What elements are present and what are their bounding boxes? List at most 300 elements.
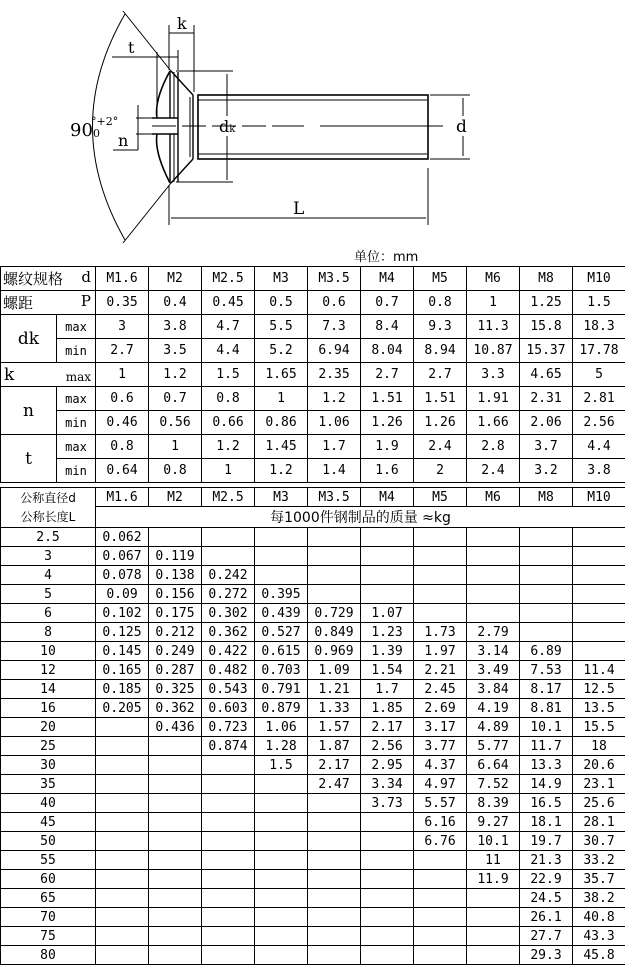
mass-cell: 3.84 [467,680,520,699]
mass-cell: 0.543 [202,680,255,699]
mass-cell: 43.3 [573,927,625,946]
nominal-diameter-header: 公称直径d [1,488,96,507]
d-label: d [456,117,467,137]
mass-cell: 0.439 [255,604,308,623]
t-label: t [128,38,135,57]
mass-cell: 20.6 [573,756,625,775]
mass-cell [414,946,467,965]
mass-cell: 3.14 [467,642,520,661]
mass-cell: 30.7 [573,832,625,851]
length-cell: 12 [1,661,96,680]
dk-max-row [1,315,625,339]
mass-cell [308,832,361,851]
mass-cell: 3.73 [361,794,414,813]
mass-cell [149,851,202,870]
mass-cell [96,794,149,813]
value-cell: 4.65 [520,363,573,387]
mass-cell [96,775,149,794]
value-cell: 1.2 [149,363,202,387]
column-header: M4 [361,488,414,507]
value-cell: 0.8 [149,459,202,483]
mass-cell [467,908,520,927]
value-cell: 0.6 [308,291,361,315]
mass-cell [308,794,361,813]
mass-cell: 0.325 [149,680,202,699]
column-header: M6 [467,488,520,507]
mass-cell: 15.5 [573,718,625,737]
n-label: n [118,131,128,150]
value-cell: 1.26 [361,411,414,435]
mass-cell: 2.56 [361,737,414,756]
mass-cell: 0.791 [255,680,308,699]
mass-cell: 6.89 [520,642,573,661]
mass-cell [255,794,308,813]
mass-cell [149,870,202,889]
length-cell: 40 [1,794,96,813]
mass-cell: 1.54 [361,661,414,680]
value-cell: 0.8 [96,435,149,459]
value-cell: 3.8 [573,459,625,483]
thread-label: 螺纹规格 [3,270,63,288]
mass-cell [414,547,467,566]
value-cell: 1.66 [467,411,520,435]
table-row [1,851,625,870]
column-header: M4 [361,267,414,291]
value-cell: 17.78 [573,339,625,363]
length-cell: 6 [1,604,96,623]
mass-cell [467,566,520,585]
mass-cell [573,585,625,604]
value-cell: 4.4 [202,339,255,363]
thread-row [1,267,625,291]
value-cell: 2.4 [414,435,467,459]
mass-cell: 0.156 [149,585,202,604]
pitch-symbol: P [81,292,95,310]
column-header: M5 [414,488,467,507]
mass-cell: 26.1 [520,908,573,927]
length-cell: 70 [1,908,96,927]
column-header: M3.5 [308,488,361,507]
value-cell: 1.51 [361,387,414,411]
mass-cell: 23.1 [573,775,625,794]
mass-cell: 45.8 [573,946,625,965]
value-cell: 1 [467,291,520,315]
mass-cell [149,908,202,927]
value-cell: 8.4 [361,315,414,339]
mass-cell [202,528,255,547]
table-row [1,585,625,604]
screw-technical-drawing [0,0,625,250]
mass-cell: 4.97 [414,775,467,794]
value-cell: 2.31 [520,387,573,411]
length-cell: 20 [1,718,96,737]
table-row [1,756,625,775]
value-cell: 0.6 [96,387,149,411]
mass-cell: 0.242 [202,566,255,585]
mass-cell: 16.5 [520,794,573,813]
mass-cell: 0.102 [96,604,149,623]
value-cell: 2.4 [467,459,520,483]
length-cell: 5 [1,585,96,604]
mass-cell: 11.4 [573,661,625,680]
length-cell: 16 [1,699,96,718]
mass-cell: 2.17 [308,756,361,775]
dk-label: dk [219,117,236,136]
value-cell: 3 [96,315,149,339]
value-cell: 2 [414,459,467,483]
mass-cell [361,585,414,604]
mass-cell: 28.1 [573,813,625,832]
table-row [1,813,625,832]
value-cell: 0.4 [149,291,202,315]
mass-cell: 14.9 [520,775,573,794]
value-cell: 1.4 [308,459,361,483]
mass-cell [308,946,361,965]
value-cell: 1.91 [467,387,520,411]
length-cell: 35 [1,775,96,794]
mass-cell: 22.9 [520,870,573,889]
mass-cell: 0.849 [308,623,361,642]
mass-cell: 0.205 [96,699,149,718]
value-cell: 2.8 [467,435,520,459]
mass-cell [96,832,149,851]
mass-cell: 25.6 [573,794,625,813]
mass-cell [202,813,255,832]
mass-cell [361,547,414,566]
column-header: M3 [255,488,308,507]
mass-cell [255,889,308,908]
mass-header-row [1,488,625,507]
dk-min-row [1,339,625,363]
mass-cell [149,528,202,547]
table-row [1,794,625,813]
mass-cell [414,585,467,604]
n-max-row [1,387,625,411]
value-cell: 0.46 [96,411,149,435]
mass-cell: 0.145 [96,642,149,661]
mass-cell: 0.067 [96,547,149,566]
value-cell: 5 [573,363,625,387]
mass-cell [520,623,573,642]
value-cell: 1.26 [414,411,467,435]
mass-cell [467,547,520,566]
mass-cell: 1.57 [308,718,361,737]
mass-cell [255,528,308,547]
mass-cell: 3.77 [414,737,467,756]
min-label: min [57,411,96,435]
column-header: M2.5 [202,267,255,291]
head-dome [157,71,170,183]
mass-cell: 3.17 [414,718,467,737]
mass-cell [520,604,573,623]
table-row [1,547,625,566]
column-header: M5 [414,267,467,291]
mass-cell [467,585,520,604]
mass-cell [202,927,255,946]
mass-cell: 0.723 [202,718,255,737]
mass-cell: 0.615 [255,642,308,661]
length-cell: 75 [1,927,96,946]
mass-cell: 1.09 [308,661,361,680]
value-cell: 0.8 [414,291,467,315]
mass-cell: 1.06 [255,718,308,737]
mass-cell: 0.09 [96,585,149,604]
mass-cell [361,889,414,908]
value-cell: 8.04 [361,339,414,363]
value-cell: 15.8 [520,315,573,339]
k-label-cell [1,363,96,387]
mass-cell [414,851,467,870]
thread-symbol: d [81,268,95,286]
mass-cell: 1.5 [255,756,308,775]
mass-cell [255,547,308,566]
mass-cell: 6.16 [414,813,467,832]
column-header: M8 [520,488,573,507]
value-cell: 5.5 [255,315,308,339]
column-header: M2 [149,488,202,507]
mass-cell [149,927,202,946]
length-cell: 3 [1,547,96,566]
value-cell: 1.65 [255,363,308,387]
mass-cell [467,946,520,965]
mass-cell: 40.8 [573,908,625,927]
length-cell: 8 [1,623,96,642]
value-cell: 0.7 [361,291,414,315]
table-row [1,566,625,585]
value-cell: 1.6 [361,459,414,483]
mass-cell [414,889,467,908]
value-cell: 0.45 [202,291,255,315]
mass-cell: 27.7 [520,927,573,946]
mass-cell: 21.3 [520,851,573,870]
mass-cell: 0.703 [255,661,308,680]
value-cell: 0.86 [255,411,308,435]
mass-cell [202,775,255,794]
mass-cell [96,870,149,889]
mass-cell: 1.7 [361,680,414,699]
mass-cell: 0.362 [149,699,202,718]
mass-cell: 4.89 [467,718,520,737]
mass-cell [96,927,149,946]
length-cell: 14 [1,680,96,699]
mass-cell: 29.3 [520,946,573,965]
mass-cell: 0.125 [96,623,149,642]
mass-cell: 1.21 [308,680,361,699]
value-cell: 1.06 [308,411,361,435]
mass-cell [149,832,202,851]
max-label: max [66,365,95,384]
table-row [1,642,625,661]
mass-cell [361,528,414,547]
value-cell: 7.3 [308,315,361,339]
mass-cell: 38.2 [573,889,625,908]
mass-cell: 1.28 [255,737,308,756]
mass-cell: 1.33 [308,699,361,718]
column-header: M3.5 [308,267,361,291]
mass-cell: 2.21 [414,661,467,680]
mass-cell [308,585,361,604]
mass-cell [96,737,149,756]
mass-cell [414,604,467,623]
mass-cell [149,756,202,775]
mass-cell: 0.272 [202,585,255,604]
mass-cell [255,775,308,794]
dimension-spec-table [0,266,625,483]
mass-cell: 0.302 [202,604,255,623]
mass-cell: 0.879 [255,699,308,718]
table-row [1,832,625,851]
mass-cell [96,851,149,870]
value-cell: 1.5 [202,363,255,387]
value-cell: 2.06 [520,411,573,435]
mass-cell [414,927,467,946]
table-row [1,699,625,718]
mass-cell: 0.287 [149,661,202,680]
mass-cell [202,870,255,889]
n-label: n [1,387,57,435]
value-cell: 2.7 [414,363,467,387]
svg-text:0: 0 [93,127,100,140]
mass-cell [202,832,255,851]
length-cell: 4 [1,566,96,585]
mass-cell [308,851,361,870]
mass-cell: 10.1 [467,832,520,851]
mass-cell [96,718,149,737]
mass-cell: 2.69 [414,699,467,718]
max-label: max [57,435,96,459]
mass-cell: 0.185 [96,680,149,699]
mass-cell: 2.95 [361,756,414,775]
value-cell: 8.94 [414,339,467,363]
mass-cell: 0.212 [149,623,202,642]
min-label: min [57,459,96,483]
n-min-row [1,411,625,435]
mass-cell: 1.23 [361,623,414,642]
value-cell: 3.5 [149,339,202,363]
value-cell: 2.56 [573,411,625,435]
mass-cell [467,927,520,946]
value-cell: 2.7 [361,363,414,387]
t-min-row [1,459,625,483]
k-max-row [1,363,625,387]
mass-caption: 每1000件钢制品的质量 ≈kg [96,507,625,528]
length-cell: 45 [1,813,96,832]
mass-cell [361,946,414,965]
mass-cell: 1.07 [361,604,414,623]
mass-caption-row [1,507,625,528]
mass-cell [520,566,573,585]
mass-cell [361,851,414,870]
svg-text:°+2°: °+2° [91,115,118,128]
value-cell: 3.7 [520,435,573,459]
mass-cell [361,927,414,946]
mass-cell [202,851,255,870]
value-cell: 9.3 [414,315,467,339]
mass-cell: 24.5 [520,889,573,908]
mass-cell [96,946,149,965]
mass-cell: 18 [573,737,625,756]
mass-cell: 0.078 [96,566,149,585]
mass-table [0,487,625,965]
mass-cell [255,566,308,585]
mass-cell: 6.64 [467,756,520,775]
pitch-label: 螺距 [3,294,33,312]
mass-cell: 0.362 [202,623,255,642]
mass-cell [255,870,308,889]
pitch-row [1,291,625,315]
value-cell: 1.5 [573,291,625,315]
mass-cell: 3.49 [467,661,520,680]
mass-cell: 2.17 [361,718,414,737]
column-header: M3 [255,267,308,291]
value-cell: 1.2 [308,387,361,411]
value-cell: 1.2 [255,459,308,483]
mass-cell: 5.57 [414,794,467,813]
value-cell: 1.9 [361,435,414,459]
column-header: M10 [573,488,625,507]
value-cell: 0.66 [202,411,255,435]
value-cell: 1 [149,435,202,459]
pitch-label-cell [1,291,96,315]
mass-cell: 0.603 [202,699,255,718]
mass-cell: 0.175 [149,604,202,623]
mass-cell: 0.729 [308,604,361,623]
table-row [1,661,625,680]
length-cell: 25 [1,737,96,756]
mass-cell: 2.45 [414,680,467,699]
mass-cell: 0.422 [202,642,255,661]
mass-cell: 0.138 [149,566,202,585]
value-cell: 1 [255,387,308,411]
value-cell: 0.5 [255,291,308,315]
mass-cell: 0.527 [255,623,308,642]
mass-cell: 1.87 [308,737,361,756]
mass-cell [255,908,308,927]
mass-cell [149,889,202,908]
value-cell: 1.45 [255,435,308,459]
mass-cell [308,528,361,547]
value-cell: 4.4 [573,435,625,459]
mass-cell [308,870,361,889]
length-cell: 55 [1,851,96,870]
mass-cell [573,566,625,585]
dk-label: dk [1,315,57,363]
max-label: max [57,315,96,339]
table-row [1,718,625,737]
mass-cell [149,813,202,832]
mass-cell [255,851,308,870]
mass-cell [414,528,467,547]
unit-label: 单位：mm [354,246,418,265]
mass-cell [573,642,625,661]
angle-label: 90 [70,120,93,141]
value-cell: 3.2 [520,459,573,483]
table-row [1,889,625,908]
mass-cell [308,813,361,832]
mass-cell [361,566,414,585]
length-cell: 65 [1,889,96,908]
nominal-length-header: 公称长度L [1,507,96,528]
mass-cell: 0.165 [96,661,149,680]
table-row [1,623,625,642]
mass-cell: 1.85 [361,699,414,718]
mass-cell [255,832,308,851]
table-row [1,927,625,946]
value-cell: 0.7 [149,387,202,411]
mass-cell: 2.79 [467,623,520,642]
mass-cell: 4.37 [414,756,467,775]
table-row [1,775,625,794]
